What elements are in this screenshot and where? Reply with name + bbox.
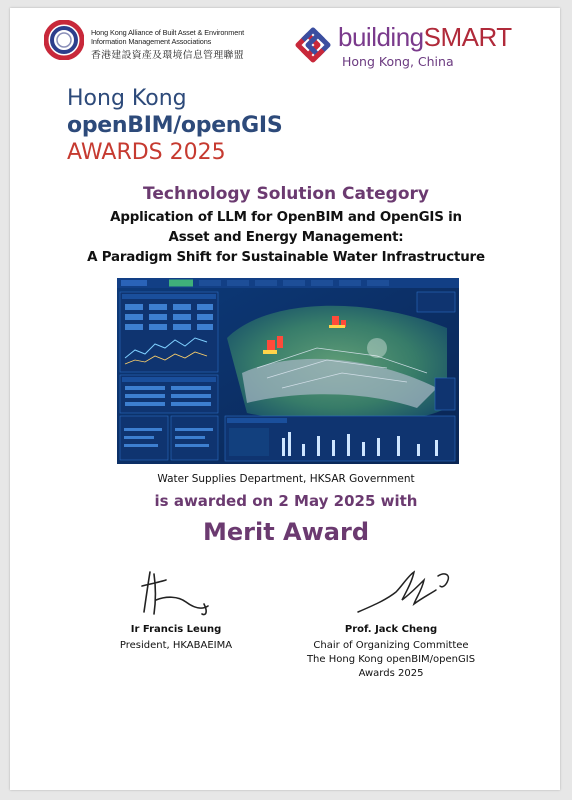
project-title-line-1: Application of LLM for OpenBIM and OpenGIS in [110, 210, 462, 225]
brand-prefix: building [338, 22, 424, 52]
logo-left-line2: Information Management Associations [91, 37, 212, 46]
buildingsmart-logo [292, 20, 532, 74]
recipient: Water Supplies Department, HKSAR Government [157, 473, 415, 485]
signature-left [120, 566, 216, 618]
brand-wordmark [338, 22, 512, 53]
signatory-right-role-3: Awards 2025 [358, 668, 424, 679]
award-line-2: openBIM/openGIS [67, 113, 283, 138]
signatory-left-role: President, HKABAEIMA [119, 640, 233, 651]
buildingsmart-knot-icon [292, 24, 334, 66]
dashboard-illustration [117, 278, 459, 464]
project-title-line-2: Asset and Energy Management: [168, 230, 404, 245]
awarded-on: is awarded on 2 May 2025 with [154, 492, 418, 510]
hkabaeima-logo [44, 20, 264, 64]
brand-region: Hong Kong, China [342, 54, 454, 69]
award-name: Merit Award [202, 518, 369, 546]
award-line-3: AWARDS 2025 [67, 140, 226, 165]
logo-left-chinese: 香港建設資產及環境信息管理聯盟 [91, 50, 244, 61]
signatory-right-role-1: Chair of Organizing Committee [313, 640, 469, 651]
award-line-1: Hong Kong [67, 86, 187, 111]
signatory-right-role-2: The Hong Kong openBIM/openGIS [306, 654, 476, 665]
signatory-left-name: Ir Francis Leung [130, 624, 222, 635]
signatory-right-name: Prof. Jack Cheng [344, 624, 438, 635]
brand-suffix: SMART [423, 22, 512, 52]
category-heading: Technology Solution Category [143, 184, 429, 204]
dashboard-screenshot [117, 278, 459, 464]
alliance-ring-icon [44, 20, 84, 60]
project-title-line-3: A Paradigm Shift for Sustainable Water Infrastructure [87, 250, 485, 265]
signature-right [352, 566, 462, 618]
logo-left-line1: Hong Kong Alliance of Built Asset & Environment [91, 28, 245, 37]
